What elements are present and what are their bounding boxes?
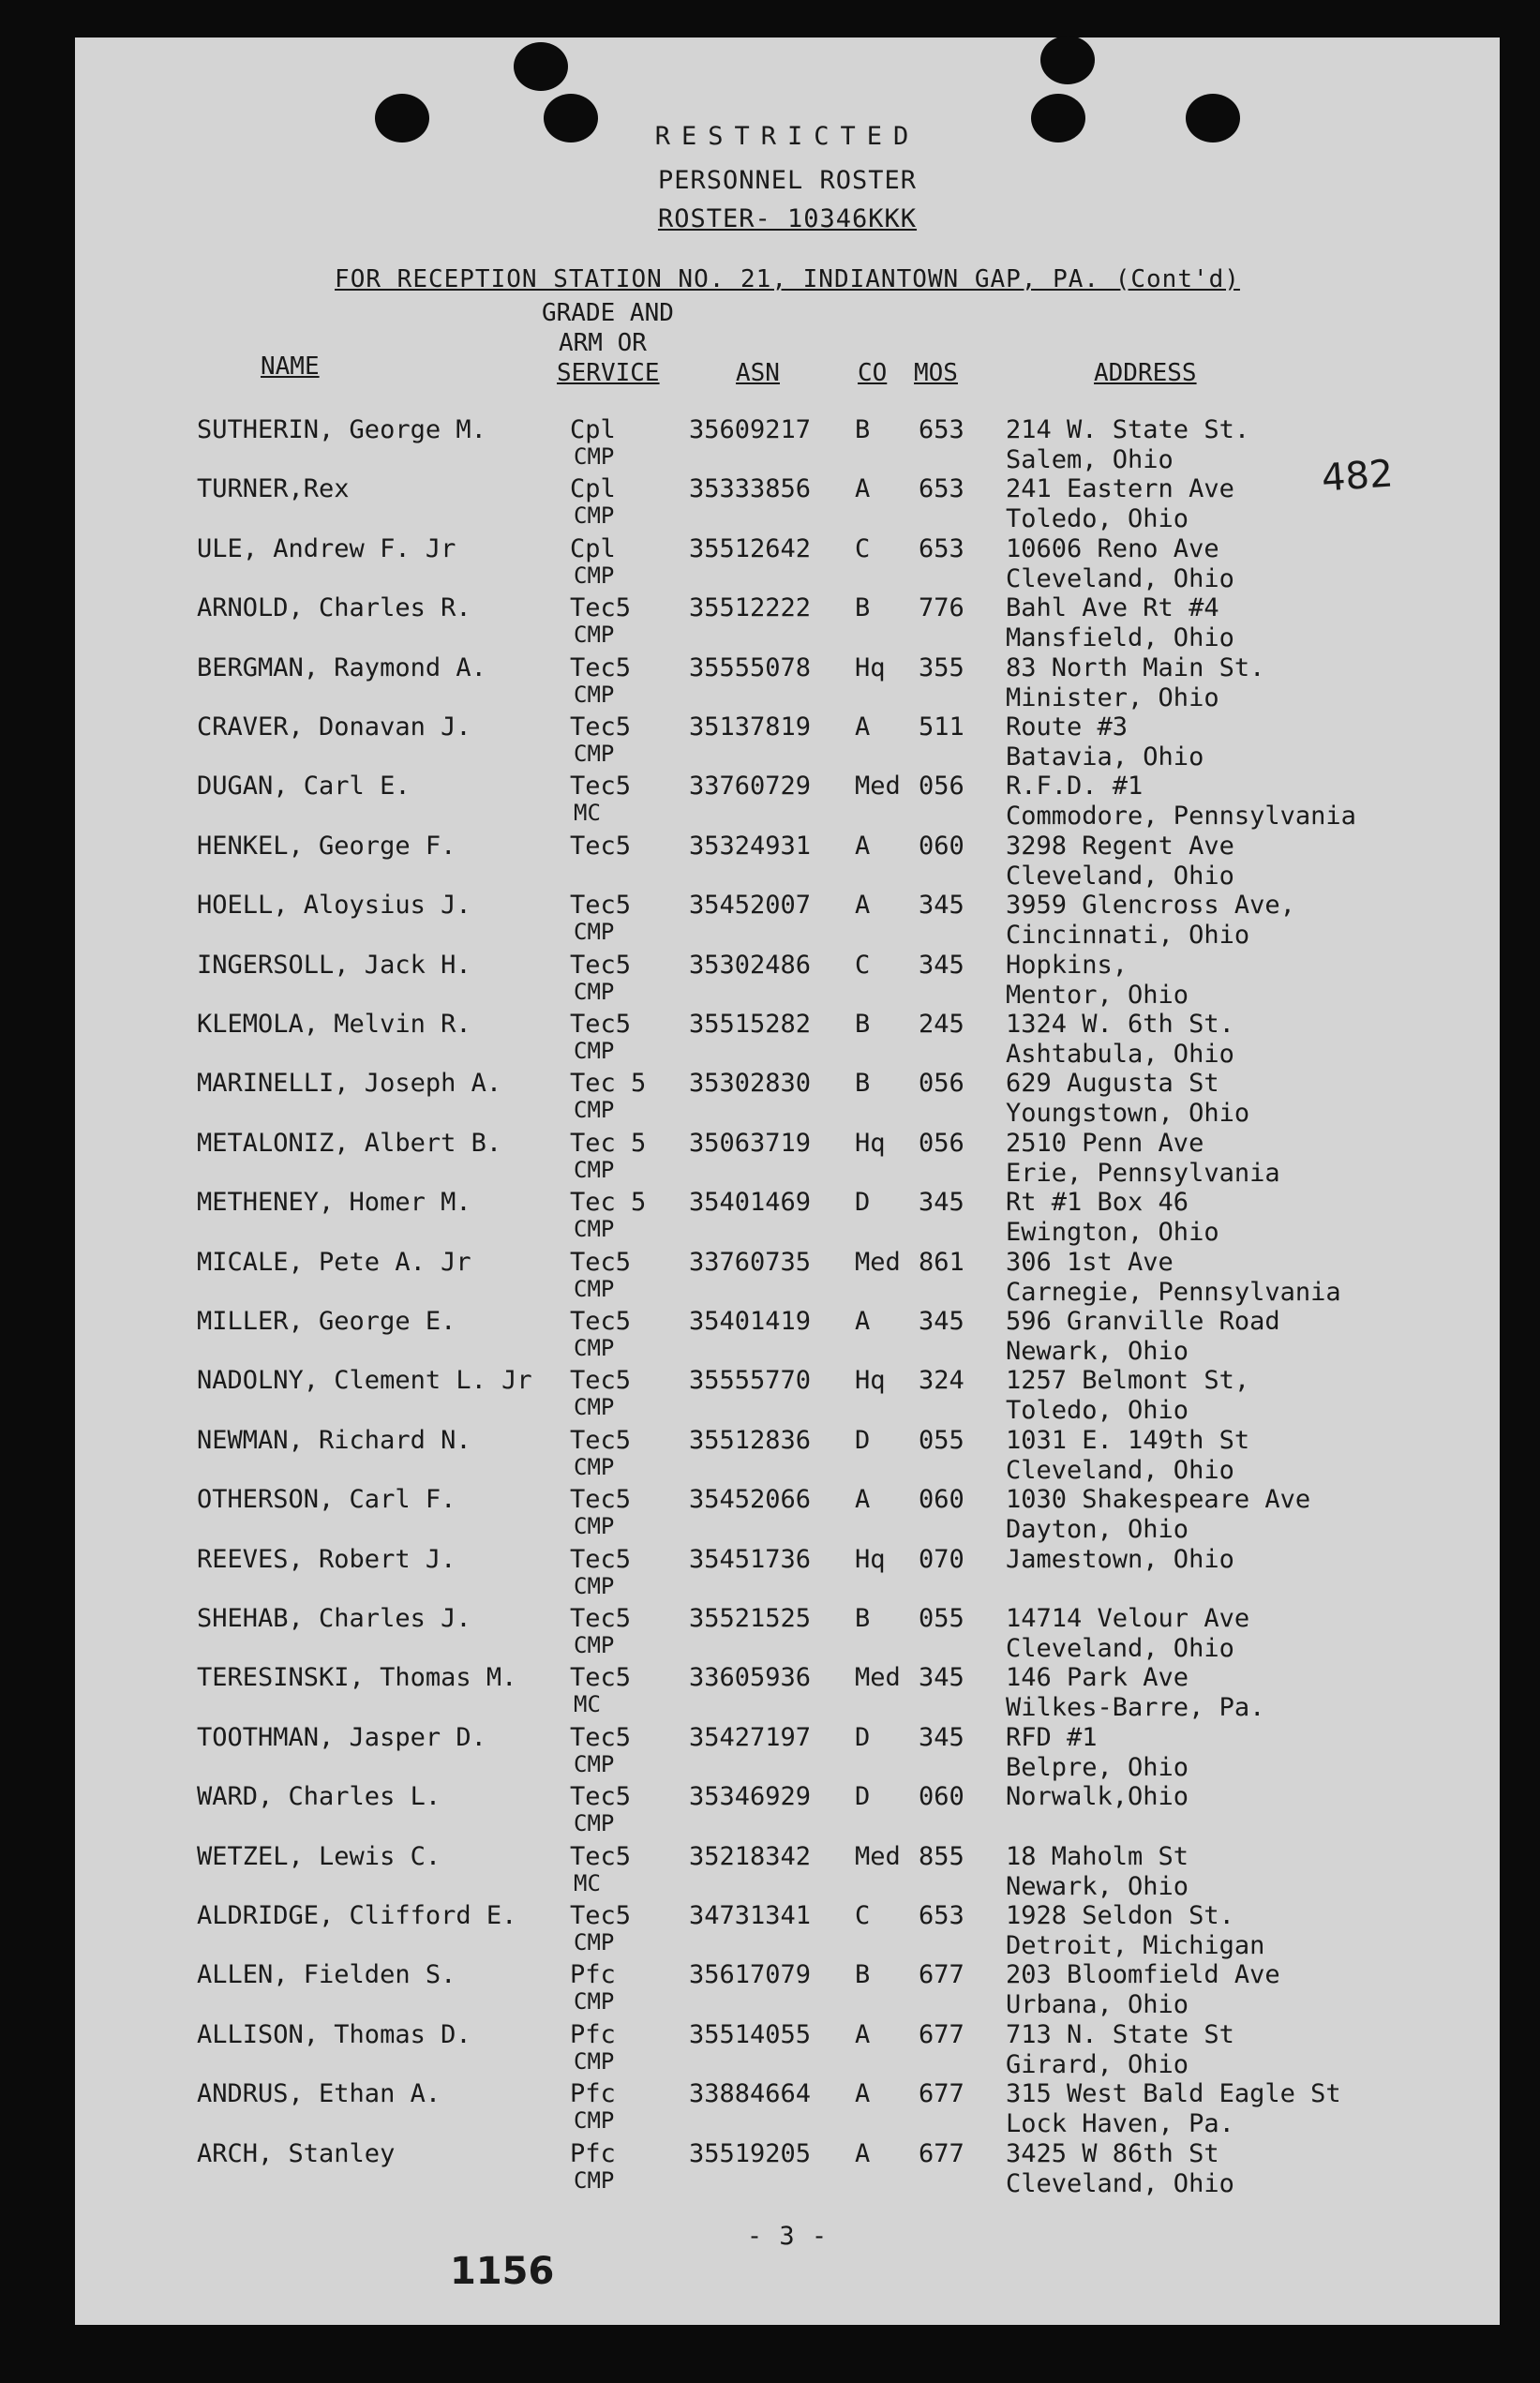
address-line2: Cleveland, Ohio	[1006, 2168, 1234, 2198]
table-row	[75, 1307, 1500, 1367]
table-row	[75, 2020, 1500, 2080]
arm-service: CMP	[574, 2047, 615, 2075]
mos: 324	[919, 1366, 964, 1396]
arm-service: MC	[574, 800, 601, 827]
soldier-name: DUGAN, Carl E.	[197, 772, 411, 802]
arm-service: CMP	[574, 1275, 615, 1302]
table-row	[75, 951, 1500, 1011]
address-line2: Commodore, Pennsylvania	[1006, 802, 1356, 832]
address-line1: 1257 Belmont St,	[1006, 1366, 1250, 1396]
grade: Tec5	[570, 831, 632, 861]
grade: Tec5	[570, 1485, 632, 1515]
table-row	[75, 1426, 1500, 1486]
address-line1: Norwalk,Ohio	[1006, 1782, 1189, 1812]
mos: 677	[919, 2019, 964, 2049]
asn: 33760729	[689, 772, 812, 802]
asn: 35519205	[689, 2138, 812, 2168]
grade: Tec5	[570, 652, 632, 682]
table-row	[75, 832, 1500, 892]
address-line2: Cleveland, Ohio	[1006, 861, 1234, 891]
company: Med	[855, 1663, 901, 1693]
address-line1: 241 Eastern Ave	[1006, 474, 1234, 504]
asn: 33884664	[689, 2079, 812, 2109]
company: D	[855, 1722, 871, 1752]
table-row	[75, 1188, 1500, 1248]
soldier-name: WARD, Charles L.	[197, 1782, 441, 1812]
grade: Tec5	[570, 950, 632, 980]
asn: 35324931	[689, 831, 812, 861]
table-row	[75, 1782, 1500, 1842]
mos: 245	[919, 1010, 964, 1039]
address-line2: Wilkes-Barre, Pa.	[1006, 1693, 1265, 1723]
table-row	[75, 593, 1500, 653]
soldier-name: OTHERSON, Carl F.	[197, 1485, 456, 1515]
mos: 060	[919, 1485, 964, 1515]
address-line1: 629 Augusta St	[1006, 1069, 1219, 1099]
mos: 653	[919, 533, 964, 563]
soldier-name: HOELL, Aloysius J.	[197, 891, 471, 921]
grade: Tec 5	[570, 1069, 647, 1099]
asn: 35218342	[689, 1841, 812, 1871]
grade: Tec5	[570, 1425, 632, 1455]
soldier-name: ALLEN, Fielden S.	[197, 1960, 456, 1990]
grade: Tec5	[570, 593, 632, 623]
asn: 35617079	[689, 1960, 812, 1990]
grade: Cpl	[570, 415, 616, 444]
roster-number: ROSTER- 10346KKK	[657, 204, 918, 233]
arm-service: CMP	[574, 2107, 615, 2135]
address-line1: 203 Bloomfield Ave	[1006, 1960, 1280, 1990]
soldier-name: TURNER,Rex	[197, 474, 350, 504]
company: Med	[855, 1247, 901, 1277]
address-line2: Salem, Ohio	[1006, 445, 1174, 474]
soldier-name: NEWMAN, Richard N.	[197, 1425, 471, 1455]
classification: RESTRICTED	[654, 122, 920, 151]
asn: 33760735	[689, 1247, 812, 1277]
company: A	[855, 2138, 871, 2168]
asn: 35609217	[689, 415, 812, 444]
mos: 677	[919, 1960, 964, 1990]
grade-header-line2: ARM OR	[559, 329, 647, 357]
table-row	[75, 1248, 1500, 1308]
address-line1: 214 W. State St.	[1006, 415, 1250, 444]
grade-header-line1: GRADE AND	[542, 299, 674, 327]
address-line1: 306 1st Ave	[1006, 1247, 1174, 1277]
table-row	[75, 772, 1500, 832]
address-line1: 146 Park Ave	[1006, 1663, 1189, 1693]
mos: 345	[919, 1307, 964, 1336]
soldier-name: INGERSOLL, Jack H.	[197, 950, 471, 980]
asn: 35302486	[689, 950, 812, 980]
address-line2: Ashtabula, Ohio	[1006, 1040, 1234, 1069]
address-line2: Newark, Ohio	[1006, 1871, 1189, 1901]
asn: 35512222	[689, 593, 812, 623]
table-row	[75, 1663, 1500, 1723]
arm-service: CMP	[574, 1572, 615, 1599]
arm-service: CMP	[574, 2166, 615, 2194]
arm-service: CMP	[574, 502, 615, 530]
address-line1: R.F.D. #1	[1006, 772, 1144, 802]
company: Hq	[855, 1544, 886, 1574]
table-row	[75, 474, 1500, 534]
address-line2: Minister, Ohio	[1006, 682, 1219, 712]
address-line2: Youngstown, Ohio	[1006, 1099, 1250, 1129]
table-row	[75, 1069, 1500, 1129]
asn: 35512642	[689, 533, 812, 563]
company: Hq	[855, 1366, 886, 1396]
name-header: NAME	[261, 352, 320, 381]
company: Hq	[855, 652, 886, 682]
asn: 35514055	[689, 2019, 812, 2049]
address-line1: 596 Granville Road	[1006, 1307, 1280, 1336]
asn: 35302830	[689, 1069, 812, 1099]
mos: 345	[919, 950, 964, 980]
address-line1: 315 West Bald Eagle St	[1006, 2079, 1341, 2109]
soldier-name: KLEMOLA, Melvin R.	[197, 1010, 471, 1039]
company: D	[855, 1188, 871, 1218]
grade: Tec 5	[570, 1188, 647, 1218]
address-line1: RFD #1	[1006, 1722, 1098, 1752]
table-row	[75, 1129, 1500, 1189]
grade: Pfc	[570, 2019, 616, 2049]
asn: 35555078	[689, 652, 812, 682]
page-stamp-482: 482	[1320, 452, 1395, 501]
company: B	[855, 1069, 871, 1099]
address-line1: Route #3	[1006, 712, 1129, 742]
address-line2: Urbana, Ohio	[1006, 1990, 1189, 2020]
asn: 35515282	[689, 1010, 812, 1039]
mos: 056	[919, 1069, 964, 1099]
mos: 861	[919, 1247, 964, 1277]
soldier-name: MILLER, George E.	[197, 1307, 456, 1336]
mos: 070	[919, 1544, 964, 1574]
soldier-name: ANDRUS, Ethan A.	[197, 2079, 441, 2109]
address-line1: 1030 Shakespeare Ave	[1006, 1485, 1311, 1515]
grade: Tec5	[570, 891, 632, 921]
mos: 345	[919, 1188, 964, 1218]
asn: 35452066	[689, 1485, 812, 1515]
address-line2: Belpre, Ohio	[1006, 1752, 1189, 1782]
table-row	[75, 2079, 1500, 2139]
asn: 35452007	[689, 891, 812, 921]
mos: 056	[919, 772, 964, 802]
soldier-name: CRAVER, Donavan J.	[197, 712, 471, 742]
address-line1: Bahl Ave Rt #4	[1006, 593, 1219, 623]
address-line1: 1928 Seldon St.	[1006, 1901, 1234, 1930]
address-line1: Jamestown, Ohio	[1006, 1544, 1234, 1574]
company: Med	[855, 772, 901, 802]
table-row	[75, 534, 1500, 594]
company: D	[855, 1782, 871, 1812]
company: A	[855, 474, 871, 504]
address-line2: Mansfield, Ohio	[1006, 623, 1234, 653]
address-line1: 18 Maholm St	[1006, 1841, 1189, 1871]
document-page	[75, 37, 1500, 2325]
address-line1: 2510 Penn Ave	[1006, 1128, 1204, 1158]
address-line2: Lock Haven, Pa.	[1006, 2109, 1234, 2139]
mos: 345	[919, 1663, 964, 1693]
grade: Tec5	[570, 1841, 632, 1871]
mos: 060	[919, 831, 964, 861]
address-line2: Cleveland, Ohio	[1006, 1455, 1234, 1485]
company: C	[855, 950, 871, 980]
address-line1: 713 N. State St	[1006, 2019, 1234, 2049]
asn: 35137819	[689, 712, 812, 742]
address-line1: 14714 Velour Ave	[1006, 1604, 1250, 1633]
soldier-name: SHEHAB, Charles J.	[197, 1604, 471, 1633]
address-line1: 3959 Glencross Ave,	[1006, 891, 1295, 921]
arm-service: CMP	[574, 1216, 615, 1243]
company: B	[855, 593, 871, 623]
page-number: - 3 -	[746, 2222, 829, 2251]
mos: 653	[919, 415, 964, 444]
address-line2: Dayton, Ohio	[1006, 1515, 1189, 1545]
table-row	[75, 2139, 1500, 2199]
mos-header: MOS	[914, 359, 958, 387]
grade: Pfc	[570, 2079, 616, 2109]
asn: 35512836	[689, 1425, 812, 1455]
table-row	[75, 1604, 1500, 1664]
soldier-name: SUTHERIN, George M.	[197, 415, 486, 444]
address-line2: Mentor, Ohio	[1006, 980, 1189, 1010]
soldier-name: ULE, Andrew F. Jr	[197, 533, 456, 563]
asn: 34731341	[689, 1901, 812, 1930]
soldier-name: TOOTHMAN, Jasper D.	[197, 1722, 486, 1752]
arm-service: CMP	[574, 1513, 615, 1540]
co-header: CO	[858, 359, 888, 387]
soldier-name: MARINELLI, Joseph A.	[197, 1069, 502, 1099]
arm-service: CMP	[574, 1038, 615, 1064]
address-line1: 3298 Regent Ave	[1006, 831, 1234, 861]
arm-service: CMP	[574, 1810, 615, 1837]
company: C	[855, 1901, 871, 1930]
company: B	[855, 1960, 871, 1990]
table-row	[75, 891, 1500, 951]
address-line2: Detroit, Michigan	[1006, 1931, 1265, 1960]
company: Med	[855, 1841, 901, 1871]
grade: Tec5	[570, 772, 632, 802]
grade: Tec5	[570, 1366, 632, 1396]
arm-service: CMP	[574, 622, 615, 649]
asn: 35401469	[689, 1188, 812, 1218]
soldier-name: ARCH, Stanley	[197, 2138, 396, 2168]
address-line2: Newark, Ohio	[1006, 1337, 1189, 1366]
address-header: ADDRESS	[1094, 359, 1197, 387]
company: A	[855, 2019, 871, 2049]
soldier-name: REEVES, Robert J.	[197, 1544, 456, 1574]
mos: 855	[919, 1841, 964, 1871]
company: D	[855, 1425, 871, 1455]
roster-title: PERSONNEL ROSTER	[657, 166, 918, 195]
arm-service: MC	[574, 1691, 601, 1718]
table-row	[75, 1485, 1500, 1545]
company: A	[855, 1485, 871, 1515]
company: B	[855, 1604, 871, 1633]
grade: Tec5	[570, 1247, 632, 1277]
punch-hole	[1040, 36, 1095, 84]
arm-service: CMP	[574, 1394, 615, 1421]
company: Hq	[855, 1128, 886, 1158]
company: B	[855, 1010, 871, 1039]
address-line2: Carnegie, Pennsylvania	[1006, 1277, 1341, 1307]
address-line2: Toledo, Ohio	[1006, 1396, 1189, 1426]
mos: 776	[919, 593, 964, 623]
table-row	[75, 1901, 1500, 1961]
grade: Pfc	[570, 2138, 616, 2168]
address-line2: Cleveland, Ohio	[1006, 1634, 1234, 1663]
arm-service: CMP	[574, 562, 615, 589]
address-line1: 1031 E. 149th St	[1006, 1425, 1250, 1455]
mos: 345	[919, 1722, 964, 1752]
mos: 055	[919, 1604, 964, 1633]
soldier-name: NADOLNY, Clement L. Jr	[197, 1366, 532, 1396]
table-row	[75, 1366, 1500, 1426]
arm-service: CMP	[574, 741, 615, 767]
asn: 35346929	[689, 1782, 812, 1812]
arm-service: CMP	[574, 1632, 615, 1658]
grade: Tec5	[570, 1901, 632, 1930]
table-row	[75, 1010, 1500, 1070]
grade: Tec5	[570, 1010, 632, 1039]
asn: 35427197	[689, 1722, 812, 1752]
asn-header: ASN	[736, 359, 780, 387]
address-line2: Batavia, Ohio	[1006, 742, 1204, 772]
arm-service: CMP	[574, 1929, 615, 1956]
soldier-name: TERESINSKI, Thomas M.	[197, 1663, 517, 1693]
soldier-name: HENKEL, George F.	[197, 831, 456, 861]
company: A	[855, 712, 871, 742]
grade: Tec5	[570, 1307, 632, 1336]
mos: 653	[919, 474, 964, 504]
mos: 060	[919, 1782, 964, 1812]
mos: 056	[919, 1128, 964, 1158]
table-row	[75, 1842, 1500, 1902]
address-line1: 1324 W. 6th St.	[1006, 1010, 1234, 1039]
grade: Tec5	[570, 1544, 632, 1574]
address-line2: Cincinnati, Ohio	[1006, 921, 1250, 951]
company: C	[855, 533, 871, 563]
address-line2: Erie, Pennsylvania	[1006, 1158, 1280, 1188]
arm-service: CMP	[574, 681, 615, 708]
mos: 345	[919, 891, 964, 921]
grade: Tec5	[570, 1722, 632, 1752]
table-row	[75, 653, 1500, 713]
grade: Tec5	[570, 1604, 632, 1633]
grade: Tec5	[570, 1663, 632, 1693]
address-line1: 83 North Main St.	[1006, 652, 1265, 682]
mos: 677	[919, 2138, 964, 2168]
address-line1: Rt #1 Box 46	[1006, 1188, 1189, 1218]
address-line1: 3425 W 86th St	[1006, 2138, 1219, 2168]
mos: 677	[919, 2079, 964, 2109]
asn: 33605936	[689, 1663, 812, 1693]
soldier-name: MICALE, Pete A. Jr	[197, 1247, 471, 1277]
station-heading: FOR RECEPTION STATION NO. 21, INDIANTOWN GAP, PA. (Cont'd)	[335, 265, 1240, 293]
arm-service: CMP	[574, 1097, 615, 1124]
page-stamp-bottom: 1156	[450, 2250, 555, 2293]
table-row	[75, 415, 1500, 475]
mos: 511	[919, 712, 964, 742]
company: A	[855, 831, 871, 861]
asn: 35521525	[689, 1604, 812, 1633]
arm-service: CMP	[574, 978, 615, 1005]
soldier-name: METHENEY, Homer M.	[197, 1188, 471, 1218]
arm-service: CMP	[574, 1988, 615, 2016]
arm-service: CMP	[574, 1335, 615, 1361]
table-row	[75, 1723, 1500, 1783]
arm-service: CMP	[574, 443, 615, 470]
company: A	[855, 1307, 871, 1336]
address-line2: Girard, Ohio	[1006, 2049, 1189, 2079]
grade: Tec5	[570, 712, 632, 742]
asn: 35063719	[689, 1128, 812, 1158]
soldier-name: ALDRIDGE, Clifford E.	[197, 1901, 517, 1930]
table-row	[75, 1545, 1500, 1605]
arm-service: CMP	[574, 919, 615, 946]
address-line2: Ewington, Ohio	[1006, 1218, 1219, 1248]
mos: 355	[919, 652, 964, 682]
soldier-name: WETZEL, Lewis C.	[197, 1841, 441, 1871]
address-line2: Cleveland, Ohio	[1006, 563, 1234, 593]
grade: Pfc	[570, 1960, 616, 1990]
soldier-name: ALLISON, Thomas D.	[197, 2019, 471, 2049]
address-line1: 10606 Reno Ave	[1006, 533, 1219, 563]
grade: Tec5	[570, 1782, 632, 1812]
grade: Cpl	[570, 474, 616, 504]
grade-header-line3: SERVICE	[557, 359, 660, 387]
asn: 35401419	[689, 1307, 812, 1336]
company: A	[855, 2079, 871, 2109]
grade: Tec 5	[570, 1128, 647, 1158]
grade: Cpl	[570, 533, 616, 563]
mos: 055	[919, 1425, 964, 1455]
address-line1: Hopkins,	[1006, 950, 1129, 980]
company: A	[855, 891, 871, 921]
mos: 653	[919, 1901, 964, 1930]
asn: 35333856	[689, 474, 812, 504]
soldier-name: METALONIZ, Albert B.	[197, 1128, 502, 1158]
soldier-name: ARNOLD, Charles R.	[197, 593, 471, 623]
asn: 35451736	[689, 1544, 812, 1574]
table-row	[75, 1960, 1500, 2020]
punch-hole	[514, 42, 568, 91]
table-row	[75, 712, 1500, 772]
arm-service: CMP	[574, 1156, 615, 1183]
address-line2: Toledo, Ohio	[1006, 504, 1189, 534]
soldier-name: BERGMAN, Raymond A.	[197, 652, 486, 682]
arm-service: CMP	[574, 1453, 615, 1480]
company: B	[855, 415, 871, 444]
asn: 35555770	[689, 1366, 812, 1396]
arm-service: CMP	[574, 1750, 615, 1777]
arm-service: MC	[574, 1869, 601, 1896]
